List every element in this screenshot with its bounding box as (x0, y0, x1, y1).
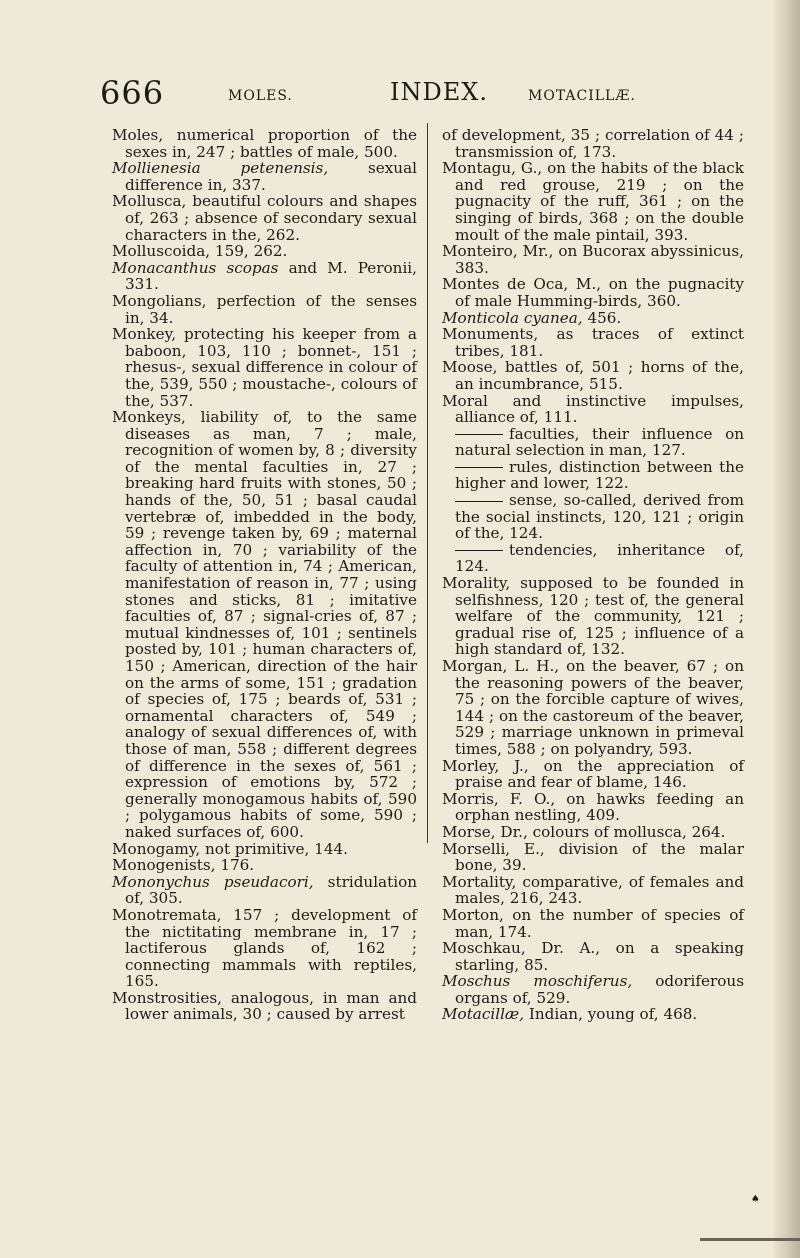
index-entry (442, 874, 744, 907)
index-entry (442, 841, 744, 874)
page-bottom-rule (700, 1238, 800, 1241)
entry-text: Monogamy, not primitive, 144. (112, 839, 348, 858)
entry-italic-term: Monticola cyanea, (442, 308, 583, 327)
running-header (100, 74, 730, 114)
index-column-right (442, 127, 744, 1023)
entry-text: Moose, battles of, 501 ; horns of the, an incumbrance, 515. (442, 358, 744, 393)
index-entry (442, 359, 744, 392)
entry-text: tendencies, inheritance of, 124. (455, 540, 744, 576)
entry-text: Molluscoida, 159, 262. (112, 242, 288, 261)
index-entry (442, 940, 744, 973)
page-number: 666 (100, 74, 165, 112)
entry-text: of development, 35 ; correlation of 44 ; transmission of, 173. (442, 126, 744, 161)
entry-text: Mollusca, beautiful colours and shapes of, 263 ; absence of secondary sexual characters in the, 262. (112, 192, 417, 244)
ditto-dash (455, 550, 503, 551)
entry-text: Indian, young of, 468. (524, 1005, 698, 1024)
entry-text: Moral and instinctive impulses, alliance of, 111. (442, 391, 744, 427)
index-entry (442, 459, 744, 492)
index-entry (112, 293, 417, 326)
entry-italic-term: Moschus moschiferus, (442, 972, 633, 991)
index-entry (442, 326, 744, 359)
page-edge-shadow (774, 0, 800, 1258)
header-last-word: MOTACILLÆ. (528, 88, 636, 104)
footer-mark: ♠ (751, 1194, 760, 1205)
ditto-dash (455, 434, 503, 435)
entry-text: Monogenists, 176. (112, 856, 255, 875)
index-entry (442, 907, 744, 940)
entry-text: Morton, on the number of species of man, 174. (442, 905, 744, 941)
entry-text: Morgan, L. H., on the beaver, 67 ; on the reasoning powers of the beaver, 75 ; on the forcible capture of wives, 144 ; on the castoreum of the beaver, 529 ; marriage unknown in primeval times, 588 ; on polyandry, 593. (442, 657, 744, 758)
entry-text: stridulation of, 305. (125, 872, 417, 908)
entry-text: 456. (582, 308, 622, 327)
entry-text: Mortality, comparative, of females and males, 216, 243. (442, 872, 744, 908)
ditto-dash (455, 467, 503, 468)
entry-text: Monkey, protecting his keeper from a baboon, 103, 110 ; bonnet-, 151 ; rhesus-, sexual difference in colour of the, 539, 550 ; moustache-, colours of the, 537. (112, 325, 417, 410)
entry-text: Monkeys, liability of, to the same diseases as man, 7 ; male, recognition of women by, 8 ; diversity of the mental faculties in, 27 ; breaking hard fruits with stones, 50 ; hands of the, 50, 51 ; basal caudal vertebræ of, imbedded in the body, 59 ; revenge taken by, 69 ; maternal affection in, 70 ; variability of the faculty of attention in, 74 ; American, manifestation of reason in, 77 ; using stones and sticks, 81 ; imitative faculties of, 87 ; signal-cries of, 87 ; mutual kindnesses of, 101 ; sentinels posted by, 101 ; human characters of, 150 ; American, direction of the hair on the arms of some, 151 ; gradation of species of, 175 ; beards of, 531 ; ornamental characters of, 549 ; analogy of sexual differences of, with those of man, 558 ; different degrees of difference in the sexes of, 561 ; expression of emotions by, 572 ; generally monogamous habits of, 590 ; polygamous habits of some, 590 ; naked surfaces of, 600. (112, 408, 417, 841)
entry-text: faculties, their influence on natural selection in man, 127. (455, 424, 744, 460)
index-entry (112, 193, 417, 243)
entry-text: Monuments, as traces of extinct tribes, 181. (442, 325, 744, 360)
entry-text: sense, so-called, derived from the social instincts, 120, 121 ; origin of the, 124. (455, 491, 744, 543)
index-entry (442, 243, 744, 276)
index-entry (442, 127, 744, 160)
index-entry (112, 857, 417, 874)
index-entry (112, 260, 417, 293)
header-first-word: MOLES. (228, 88, 293, 104)
index-entry (442, 973, 744, 1006)
entry-text: Montagu, G., on the habits of the black and red grouse, 219 ; on the pugnacity of the ruff, 361 ; on the singing of birds, 368 ; on the double moult of the male pintail, 393. (442, 159, 744, 244)
entry-text: Morality, supposed to be founded in selfishness, 120 ; test of, the general welfare of the community, 121 ; gradual rise of, 125 ; influence of a high standard of, 132. (442, 574, 744, 659)
entry-text: rules, distinction between the higher and lower, 122. (455, 457, 744, 493)
entry-text: Monteiro, Mr., on Bucorax abyssinicus, 383. (442, 242, 744, 277)
entry-text: Morse, Dr., colours of mollusca, 264. (442, 822, 726, 841)
entry-text: Moles, numerical proportion of the sexes in, 247 ; battles of male, 500. (112, 126, 417, 161)
entry-text: Morselli, E., division of the malar bone, 39. (442, 839, 744, 875)
entry-italic-term: Monacanthus scopas (112, 258, 279, 277)
index-entry (442, 575, 744, 658)
index-entry (112, 907, 417, 990)
header-title: INDEX. (390, 78, 488, 106)
index-entry (442, 758, 744, 791)
index-entry (112, 990, 417, 1023)
entry-text: odoriferous organs of, 529. (455, 972, 745, 1007)
index-entry (442, 791, 744, 824)
entry-text: Monstrosities, analogous, in man and lower animals, 30 ; caused by arrest (112, 988, 417, 1024)
index-entry (442, 658, 744, 758)
index-entry (442, 824, 744, 841)
index-entry (442, 276, 744, 309)
entry-text: sexual difference in, 337. (125, 159, 417, 194)
entry-italic-term: Mononychus pseudacori, (112, 872, 314, 891)
entry-italic-term: Motacillæ, (442, 1005, 525, 1024)
index-entry (112, 409, 417, 840)
column-divider (427, 123, 428, 843)
entry-text: Moschkau, Dr. A., on a speaking starling, 85. (442, 939, 744, 974)
index-entry (442, 1006, 744, 1023)
index-entry (112, 160, 417, 193)
index-entry (442, 492, 744, 542)
index-entry (112, 326, 417, 409)
index-column-left (112, 127, 417, 1023)
index-entry (442, 393, 744, 426)
index-entry (112, 127, 417, 160)
index-entry (112, 243, 417, 260)
index-entry (112, 874, 417, 907)
entry-text: and M. Peronii, 331. (125, 258, 417, 294)
entry-text: Morley, J., on the appreciation of praise and fear of blame, 146. (442, 756, 744, 792)
entry-text: Mongolians, perfection of the senses in, 34. (112, 291, 417, 327)
index-entry (442, 542, 744, 575)
entry-italic-term: Mollienesia petenensis, (112, 159, 329, 178)
entry-text: Monotremata, 157 ; development of the nictitating membrane in, 17 ; lactiferous glands of, 162 ; connecting mammals with reptiles, 165. (112, 905, 417, 991)
entry-text: Montes de Oca, M., on the pugnacity of male Humming-birds, 360. (442, 275, 744, 310)
index-entry (442, 160, 744, 243)
index-entry (442, 426, 744, 459)
index-entry (442, 310, 744, 327)
index-entry (112, 841, 417, 858)
ditto-dash (455, 501, 503, 502)
entry-text: Morris, F. O., on hawks feeding an orphan nestling, 409. (442, 789, 744, 825)
